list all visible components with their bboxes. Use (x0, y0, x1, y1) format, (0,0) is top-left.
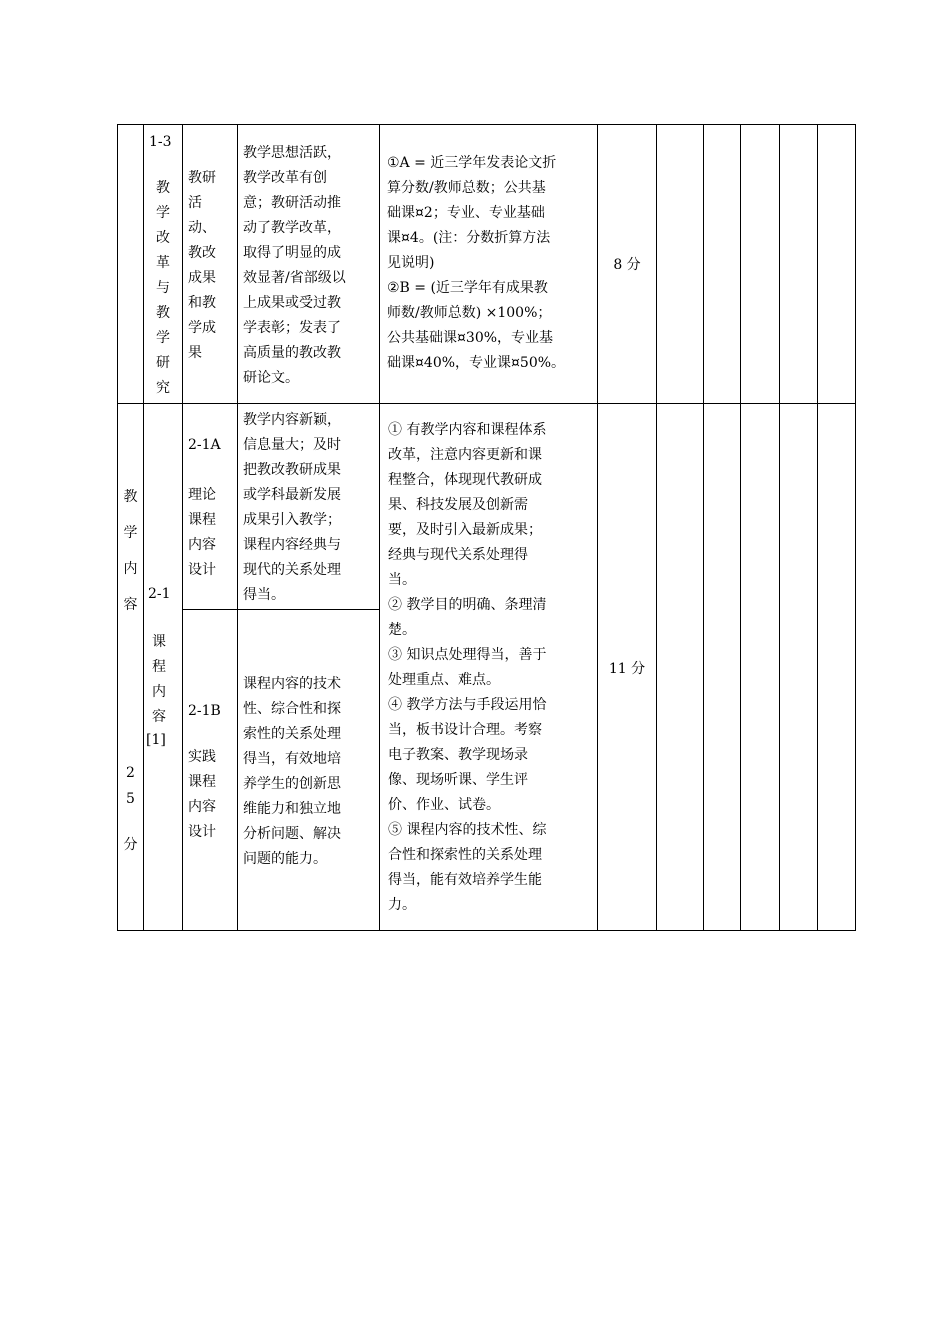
item-line: 活 (188, 195, 202, 211)
criteria-line: 础课¤40%，专业课¤50%。 (387, 355, 566, 371)
col-line (597, 124, 598, 931)
col-line (237, 124, 238, 931)
sub-row-divider (182, 609, 379, 610)
standard-line: 养学生的创新思 (243, 776, 341, 792)
criteria-line: 价、作业、试卷。 (388, 797, 500, 813)
category-score-char: 5 (126, 791, 135, 807)
row2-section-title (144, 630, 174, 730)
criteria-line: 程整合，体现现代教研成 (388, 472, 542, 488)
criteria-line: 处理重点、难点。 (388, 672, 500, 688)
standard-line: 问题的能力。 (243, 851, 327, 867)
standard-line: 学表彰；发表了 (243, 320, 341, 336)
criteria-line: 楚。 (388, 622, 416, 638)
standard-line: 意；教研活动推 (243, 195, 341, 211)
row2-section-note: [1] (146, 732, 166, 748)
standard-line: 维能力和独立地 (243, 801, 341, 817)
row1-code: 1-3 (149, 134, 172, 150)
item-line: 教改 (188, 245, 216, 261)
standard-line: 课程内容的技术 (243, 676, 341, 692)
standard-line: 课程内容经典与 (243, 537, 341, 553)
row-divider (117, 403, 856, 404)
criteria-line: 果、科技发展及创新需 (388, 497, 528, 513)
table-bottom-border (117, 930, 856, 931)
row1-item-name (188, 166, 236, 366)
col-line (779, 124, 780, 931)
standard-line: 高质量的教改教 (243, 345, 341, 361)
item-line: 动、 (188, 220, 216, 236)
standard-line: 成果引入教学； (243, 512, 341, 528)
sub-title-line: 内容 (188, 537, 216, 553)
row1-standard (243, 141, 378, 391)
category-char: 容 (123, 597, 138, 613)
sub-title-line: 课程 (188, 512, 216, 528)
criteria-line: 当。 (388, 572, 416, 588)
col-line (182, 124, 183, 931)
item-line: 成果 (188, 270, 216, 286)
standard-line: 性、综合性和探 (243, 701, 341, 717)
item-line: 果 (188, 345, 202, 361)
sub-title-line: 课程 (188, 774, 216, 790)
sub-title-line: 设计 (188, 562, 216, 578)
standard-line: 得当，有效地培 (243, 751, 341, 767)
standard-line: 动了教学改革， (243, 220, 341, 236)
row2-category (118, 479, 143, 623)
col-line (740, 124, 741, 931)
row1-score: 8 分 (613, 257, 641, 273)
criteria-line: ①A = 近三学年发表论文折 (387, 155, 557, 171)
criteria-line: 师数/教师总数) ×100%； (387, 305, 552, 321)
criteria-line: 算分数/教师总数；公共基 (387, 180, 546, 196)
sub-title-line: 实践 (188, 749, 216, 765)
row2-code: 2-1 (148, 586, 171, 602)
category-score-char: 2 (126, 765, 135, 781)
section-title-char: 学 (156, 205, 170, 221)
table-top-border (117, 124, 856, 125)
row2-sub-b-code: 2-1B (188, 703, 221, 719)
standard-line: 或学科最新发展 (243, 487, 341, 503)
col-line (656, 124, 657, 931)
section-title-char: 教 (156, 305, 170, 321)
section-title-char: 课 (152, 634, 166, 650)
section-title-char: 学 (156, 330, 170, 346)
standard-line: 教学改革有创 (243, 170, 327, 186)
category-char: 教 (123, 489, 138, 505)
criteria-line: ⑤ 课程内容的技术性、综 (388, 822, 547, 838)
criteria-line: ②B = (近三学年有成果教 (387, 280, 548, 296)
category-score-char: 分 (123, 837, 138, 853)
standard-line: 上成果或受过教 (243, 295, 341, 311)
criteria-line: 见说明) (387, 255, 435, 271)
standard-line: 信息量大；及时 (243, 437, 341, 453)
row2-criteria (388, 418, 596, 918)
criteria-line: 要，及时引入最新成果； (388, 522, 542, 538)
row2-sub-a-title (188, 483, 236, 583)
criteria-line: 当，板书设计合理。考察 (388, 722, 542, 738)
col-line (379, 124, 380, 931)
section-title-char: 革 (156, 255, 170, 271)
standard-line: 分析问题、解决 (243, 826, 341, 842)
col-line (703, 124, 704, 931)
standard-line: 研论文。 (243, 370, 299, 386)
item-line: 教研 (188, 170, 216, 186)
item-line: 学成 (188, 320, 216, 336)
sub-title-line: 设计 (188, 824, 216, 840)
row2-score: 11 分 (608, 661, 646, 677)
criteria-line: ③ 知识点处理得当，善于 (388, 647, 547, 663)
section-title-char: 与 (156, 280, 170, 296)
row1-section-title (144, 176, 182, 401)
section-title-char: 程 (152, 659, 166, 675)
row2-sub-a-standard (243, 408, 378, 608)
criteria-line: 电子教案、教学现场录 (388, 747, 528, 763)
criteria-line: 力。 (388, 897, 416, 913)
criteria-line: 公共基础课¤30%，专业基 (387, 330, 554, 346)
standard-line: 教学思想活跃， (243, 145, 341, 161)
criteria-line: 像、现场听课、学生评 (388, 772, 528, 788)
criteria-line: ② 教学目的明确、条理清 (388, 597, 547, 613)
criteria-line: ④ 教学方法与手段运用恰 (388, 697, 547, 713)
category-char: 学 (123, 525, 138, 541)
criteria-line: 改革，注意内容更新和课 (388, 447, 542, 463)
standard-line: 现代的关系处理 (243, 562, 341, 578)
section-title-char: 究 (156, 380, 170, 396)
category-char: 内 (123, 561, 138, 577)
standard-line: 取得了明显的成 (243, 245, 341, 261)
standard-line: 得当。 (243, 587, 285, 603)
standard-line: 教学内容新颖， (243, 412, 341, 428)
criteria-line: 经典与现代关系处理得 (388, 547, 528, 563)
section-title-char: 研 (156, 355, 170, 371)
section-title-char: 内 (152, 684, 166, 700)
row2-sub-a-code: 2-1A (188, 437, 221, 453)
col-line (817, 124, 818, 931)
row2-category-score (118, 760, 143, 858)
table-right-border (855, 124, 856, 931)
sub-title-line: 理论 (188, 487, 216, 503)
section-title-char: 教 (156, 180, 170, 196)
criteria-line: ① 有教学内容和课程体系 (388, 422, 547, 438)
standard-line: 效显著/省部级以 (243, 270, 346, 286)
section-title-char: 改 (156, 230, 170, 246)
standard-line: 索性的关系处理 (243, 726, 341, 742)
row2-sub-b-title (188, 745, 236, 845)
item-line: 和教 (188, 295, 216, 311)
standard-line: 把教改教研成果 (243, 462, 341, 478)
criteria-line: 础课¤2；专业、专业基础 (387, 205, 545, 221)
criteria-line: 课¤4。(注：分数折算方法 (387, 230, 551, 246)
criteria-line: 得当，能有效培养学生能 (388, 872, 542, 888)
section-title-char: 容 (152, 709, 166, 725)
row2-sub-b-standard (243, 672, 378, 872)
sub-title-line: 内容 (188, 799, 216, 815)
criteria-line: 合性和探索性的关系处理 (388, 847, 542, 863)
row1-criteria (387, 151, 595, 376)
